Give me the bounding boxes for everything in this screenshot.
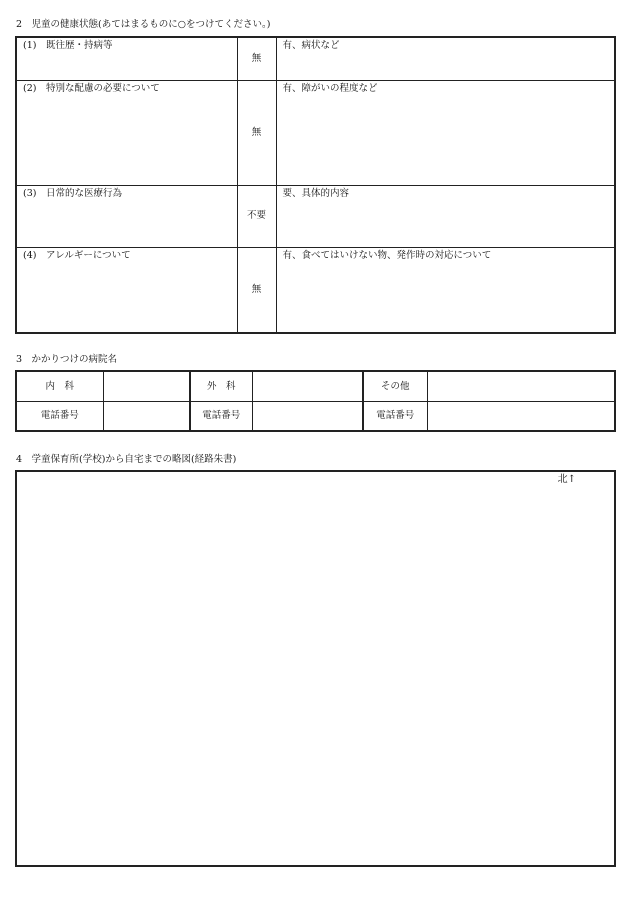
allergy-detail[interactable]: 有、食べてはいけない物、発作時の対応について xyxy=(276,247,615,333)
special-care-label: (2) 特別な配慮の必要について xyxy=(16,80,237,185)
internal-medicine-name-field[interactable] xyxy=(103,371,190,401)
medical-history-detail[interactable]: 有、病状など xyxy=(276,37,615,80)
table-row xyxy=(16,80,615,185)
table-row xyxy=(16,185,615,247)
internal-medicine-phone-label: 電話番号 xyxy=(16,401,103,431)
surgery-label: 外 科 xyxy=(190,371,252,401)
table-row xyxy=(16,401,615,431)
north-arrow-label: 北↑ xyxy=(557,474,576,485)
medical-procedure-label: (3) 日常的な医療行為 xyxy=(16,185,237,247)
route-map-area[interactable] xyxy=(15,470,616,867)
surgery-name-field[interactable] xyxy=(252,371,363,401)
allergy-answer[interactable]: 無 xyxy=(237,247,276,333)
internal-medicine-label: 内 科 xyxy=(16,371,103,401)
other-label: その他 xyxy=(363,371,427,401)
other-name-field[interactable] xyxy=(427,371,615,401)
internal-medicine-phone-field[interactable] xyxy=(103,401,190,431)
other-phone-field[interactable] xyxy=(427,401,615,431)
other-phone-label: 電話番号 xyxy=(363,401,427,431)
section4-title: 4 学童保育所(学校)から自宅までの略図(経路朱書) xyxy=(16,454,237,465)
medical-procedure-detail[interactable]: 要、具体的内容 xyxy=(276,185,615,247)
table-row xyxy=(16,371,615,401)
hospital-table xyxy=(15,370,616,432)
surgery-phone-label: 電話番号 xyxy=(190,401,252,431)
section3-title: 3 かかりつけの病院名 xyxy=(16,354,118,365)
table-row xyxy=(16,37,615,80)
allergy-label: (4) アレルギーについて xyxy=(16,247,237,333)
medical-history-label: (1) 既往歴・持病等 xyxy=(16,37,237,80)
health-status-table xyxy=(15,36,616,334)
special-care-detail[interactable]: 有、障がいの程度など xyxy=(276,80,615,185)
surgery-phone-field[interactable] xyxy=(252,401,363,431)
medical-procedure-answer[interactable]: 不要 xyxy=(237,185,276,247)
table-row xyxy=(16,247,615,333)
section2-title: 2 児童の健康状態(あてはまるものに○をつけてください。) xyxy=(16,19,271,30)
medical-history-answer[interactable]: 無 xyxy=(237,37,276,80)
special-care-answer[interactable]: 無 xyxy=(237,80,276,185)
